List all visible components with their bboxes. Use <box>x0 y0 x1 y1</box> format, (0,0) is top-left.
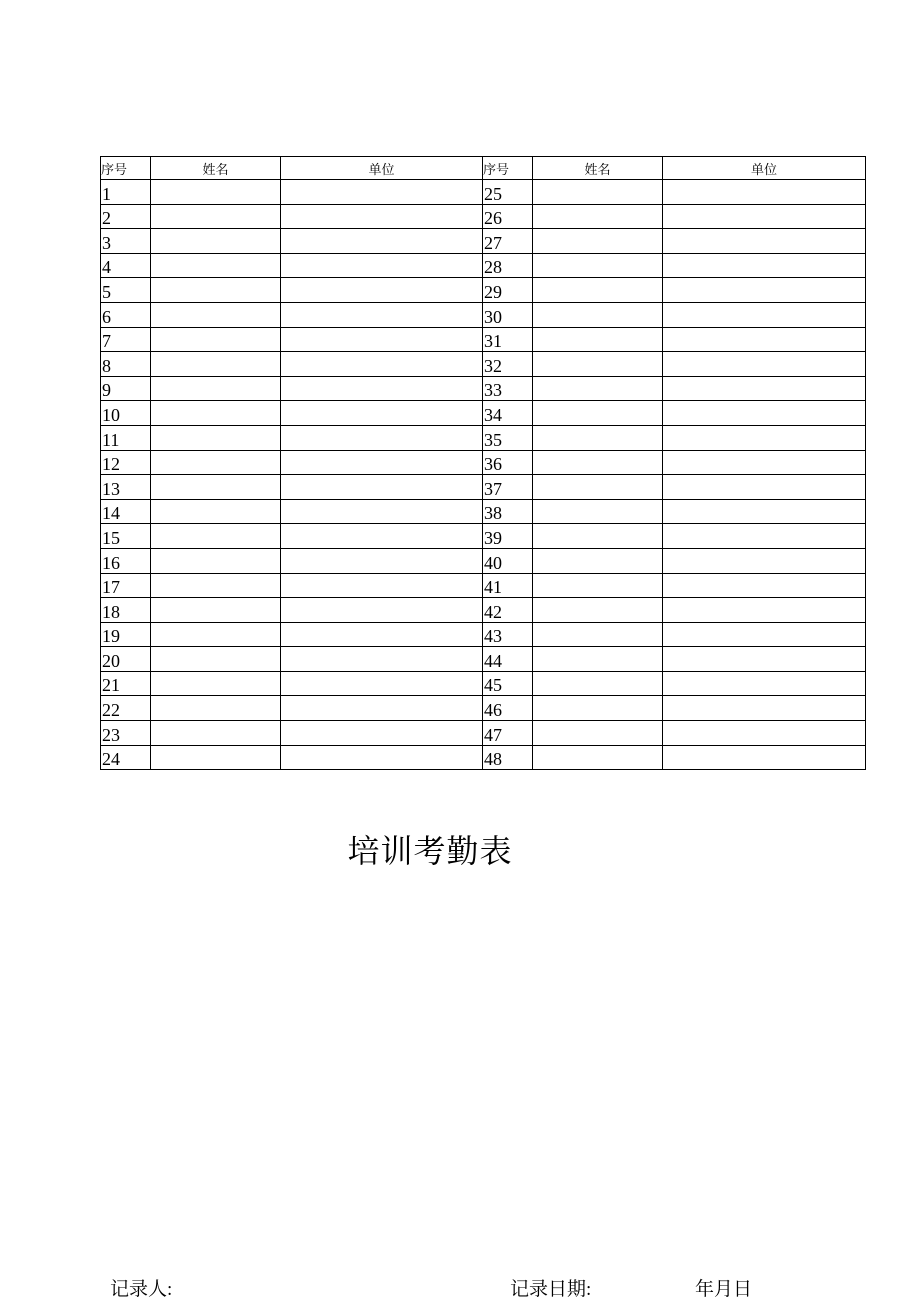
recorder-label: 记录人: <box>110 1279 173 1300</box>
unit-cell-right[interactable] <box>663 721 866 746</box>
table-row <box>101 253 866 278</box>
name-cell-right[interactable] <box>533 671 663 696</box>
unit-cell-left[interactable] <box>281 647 483 672</box>
name-cell-right[interactable] <box>533 352 663 377</box>
unit-cell-left[interactable] <box>281 204 483 229</box>
name-cell-left[interactable] <box>151 721 281 746</box>
table-row <box>101 647 866 672</box>
seq-cell-right: 30 <box>483 302 533 327</box>
unit-cell-right[interactable] <box>663 253 866 278</box>
name-cell-right[interactable] <box>533 450 663 475</box>
table-row <box>101 204 866 229</box>
name-cell-right[interactable] <box>533 229 663 254</box>
header-name-left: 姓名 <box>151 157 281 180</box>
name-cell-right[interactable] <box>533 302 663 327</box>
unit-cell-right[interactable] <box>663 450 866 475</box>
name-cell-right[interactable] <box>533 647 663 672</box>
unit-cell-left[interactable] <box>281 253 483 278</box>
unit-cell-left[interactable] <box>281 425 483 450</box>
name-cell-left[interactable] <box>151 647 281 672</box>
name-cell-right[interactable] <box>533 622 663 647</box>
seq-cell-right: 45 <box>483 671 533 696</box>
name-cell-left[interactable] <box>151 548 281 573</box>
unit-cell-left[interactable] <box>281 499 483 524</box>
unit-cell-left[interactable] <box>281 352 483 377</box>
name-cell-left[interactable] <box>151 352 281 377</box>
table-row <box>101 450 866 475</box>
seq-cell-left: 8 <box>101 352 151 377</box>
table-row <box>101 180 866 205</box>
unit-cell-right[interactable] <box>663 524 866 549</box>
record-date-label: 记录日期: <box>510 1279 592 1300</box>
table-row <box>101 548 866 573</box>
unit-cell-left[interactable] <box>281 302 483 327</box>
unit-cell-right[interactable] <box>663 622 866 647</box>
table-row <box>101 352 866 377</box>
unit-cell-left[interactable] <box>281 671 483 696</box>
header-seq-left: 序号 <box>101 157 151 180</box>
seq-cell-left: 19 <box>101 622 151 647</box>
name-cell-left[interactable] <box>151 573 281 598</box>
seq-cell-right: 44 <box>483 647 533 672</box>
table-body <box>101 180 866 770</box>
name-cell-right[interactable] <box>533 327 663 352</box>
name-cell-right[interactable] <box>533 573 663 598</box>
seq-cell-right: 32 <box>483 352 533 377</box>
table-row <box>101 745 866 770</box>
record-date-suffix: 年月日 <box>695 1279 753 1300</box>
seq-cell-left: 6 <box>101 302 151 327</box>
unit-cell-right[interactable] <box>663 499 866 524</box>
unit-cell-right[interactable] <box>663 598 866 623</box>
table-row <box>101 524 866 549</box>
unit-cell-right[interactable] <box>663 548 866 573</box>
header-unit-right: 单位 <box>663 157 866 180</box>
table-row <box>101 573 866 598</box>
unit-cell-left[interactable] <box>281 598 483 623</box>
name-cell-left[interactable] <box>151 450 281 475</box>
name-cell-left[interactable] <box>151 475 281 500</box>
name-cell-right[interactable] <box>533 499 663 524</box>
seq-cell-right: 38 <box>483 499 533 524</box>
unit-cell-right[interactable] <box>663 401 866 426</box>
seq-cell-left: 22 <box>101 696 151 721</box>
name-cell-left[interactable] <box>151 425 281 450</box>
table-row <box>101 622 866 647</box>
seq-cell-right: 39 <box>483 524 533 549</box>
table-row <box>101 376 866 401</box>
seq-cell-left: 17 <box>101 573 151 598</box>
name-cell-right[interactable] <box>533 721 663 746</box>
unit-cell-left[interactable] <box>281 229 483 254</box>
name-cell-left[interactable] <box>151 696 281 721</box>
name-cell-right[interactable] <box>533 278 663 303</box>
unit-cell-right[interactable] <box>663 278 866 303</box>
name-cell-left[interactable] <box>151 376 281 401</box>
unit-cell-right[interactable] <box>663 229 866 254</box>
name-cell-left[interactable] <box>151 745 281 770</box>
seq-cell-left: 16 <box>101 548 151 573</box>
header-unit-left: 单位 <box>281 157 483 180</box>
table-row <box>101 721 866 746</box>
table-row <box>101 671 866 696</box>
seq-cell-right: 26 <box>483 204 533 229</box>
unit-cell-right[interactable] <box>663 647 866 672</box>
seq-cell-right: 42 <box>483 598 533 623</box>
seq-cell-left: 24 <box>101 745 151 770</box>
seq-cell-left: 12 <box>101 450 151 475</box>
unit-cell-right[interactable] <box>663 302 866 327</box>
seq-cell-left: 9 <box>101 376 151 401</box>
unit-cell-right[interactable] <box>663 376 866 401</box>
unit-cell-right[interactable] <box>663 696 866 721</box>
seq-cell-right: 47 <box>483 721 533 746</box>
header-name-right: 姓名 <box>533 157 663 180</box>
unit-cell-right[interactable] <box>663 180 866 205</box>
table-row <box>101 425 866 450</box>
unit-cell-right[interactable] <box>663 327 866 352</box>
seq-cell-right: 28 <box>483 253 533 278</box>
seq-cell-right: 25 <box>483 180 533 205</box>
unit-cell-left[interactable] <box>281 573 483 598</box>
name-cell-right[interactable] <box>533 475 663 500</box>
seq-cell-right: 33 <box>483 376 533 401</box>
attendance-table <box>100 156 866 770</box>
name-cell-left[interactable] <box>151 671 281 696</box>
name-cell-left[interactable] <box>151 204 281 229</box>
table-row <box>101 302 866 327</box>
name-cell-left[interactable] <box>151 278 281 303</box>
seq-cell-right: 31 <box>483 327 533 352</box>
unit-cell-left[interactable] <box>281 450 483 475</box>
unit-cell-left[interactable] <box>281 376 483 401</box>
unit-cell-right[interactable] <box>663 352 866 377</box>
seq-cell-left: 1 <box>101 180 151 205</box>
seq-cell-left: 18 <box>101 598 151 623</box>
name-cell-left[interactable] <box>151 598 281 623</box>
seq-cell-left: 15 <box>101 524 151 549</box>
header-row <box>101 157 866 180</box>
seq-cell-left: 2 <box>101 204 151 229</box>
table-row <box>101 696 866 721</box>
seq-cell-right: 35 <box>483 425 533 450</box>
name-cell-right[interactable] <box>533 401 663 426</box>
page-title: 培训考勤表 <box>347 833 513 869</box>
unit-cell-right[interactable] <box>663 204 866 229</box>
seq-cell-right: 43 <box>483 622 533 647</box>
name-cell-right[interactable] <box>533 598 663 623</box>
unit-cell-left[interactable] <box>281 622 483 647</box>
seq-cell-left: 13 <box>101 475 151 500</box>
table-row <box>101 278 866 303</box>
seq-cell-right: 40 <box>483 548 533 573</box>
unit-cell-right[interactable] <box>663 573 866 598</box>
name-cell-left[interactable] <box>151 524 281 549</box>
seq-cell-left: 7 <box>101 327 151 352</box>
name-cell-right[interactable] <box>533 253 663 278</box>
seq-cell-left: 14 <box>101 499 151 524</box>
unit-cell-left[interactable] <box>281 548 483 573</box>
unit-cell-right[interactable] <box>663 475 866 500</box>
name-cell-left[interactable] <box>151 253 281 278</box>
name-cell-left[interactable] <box>151 622 281 647</box>
unit-cell-right[interactable] <box>663 671 866 696</box>
name-cell-left[interactable] <box>151 401 281 426</box>
name-cell-right[interactable] <box>533 376 663 401</box>
name-cell-right[interactable] <box>533 425 663 450</box>
name-cell-left[interactable] <box>151 327 281 352</box>
unit-cell-left[interactable] <box>281 745 483 770</box>
name-cell-left[interactable] <box>151 302 281 327</box>
seq-cell-left: 20 <box>101 647 151 672</box>
unit-cell-left[interactable] <box>281 524 483 549</box>
unit-cell-right[interactable] <box>663 425 866 450</box>
unit-cell-left[interactable] <box>281 696 483 721</box>
unit-cell-left[interactable] <box>281 278 483 303</box>
header-seq-right: 序号 <box>483 157 533 180</box>
table-row <box>101 499 866 524</box>
seq-cell-right: 27 <box>483 229 533 254</box>
seq-cell-right: 41 <box>483 573 533 598</box>
seq-cell-left: 3 <box>101 229 151 254</box>
seq-cell-left: 5 <box>101 278 151 303</box>
seq-cell-right: 29 <box>483 278 533 303</box>
seq-cell-left: 4 <box>101 253 151 278</box>
name-cell-left[interactable] <box>151 180 281 205</box>
table-row <box>101 598 866 623</box>
name-cell-right[interactable] <box>533 180 663 205</box>
unit-cell-right[interactable] <box>663 745 866 770</box>
table-row <box>101 475 866 500</box>
name-cell-right[interactable] <box>533 745 663 770</box>
seq-cell-right: 36 <box>483 450 533 475</box>
unit-cell-left[interactable] <box>281 475 483 500</box>
name-cell-right[interactable] <box>533 696 663 721</box>
unit-cell-left[interactable] <box>281 180 483 205</box>
name-cell-right[interactable] <box>533 548 663 573</box>
unit-cell-left[interactable] <box>281 401 483 426</box>
name-cell-left[interactable] <box>151 499 281 524</box>
seq-cell-right: 48 <box>483 745 533 770</box>
seq-cell-left: 23 <box>101 721 151 746</box>
table-row <box>101 401 866 426</box>
seq-cell-right: 34 <box>483 401 533 426</box>
name-cell-left[interactable] <box>151 229 281 254</box>
table-row <box>101 229 866 254</box>
unit-cell-left[interactable] <box>281 327 483 352</box>
seq-cell-left: 11 <box>101 425 151 450</box>
seq-cell-left: 21 <box>101 671 151 696</box>
seq-cell-right: 37 <box>483 475 533 500</box>
seq-cell-right: 46 <box>483 696 533 721</box>
unit-cell-left[interactable] <box>281 721 483 746</box>
name-cell-right[interactable] <box>533 524 663 549</box>
table-row <box>101 327 866 352</box>
seq-cell-left: 10 <box>101 401 151 426</box>
name-cell-right[interactable] <box>533 204 663 229</box>
